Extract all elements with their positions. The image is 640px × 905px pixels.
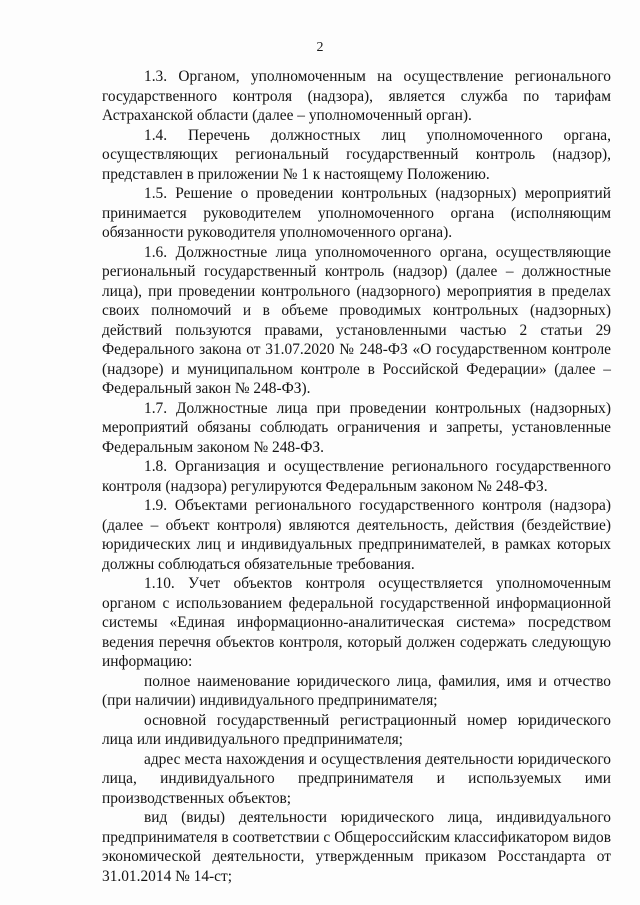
list-item-activity-type: вид (виды) деятельности юридического лица, индивидуального предпринимателя в соответствии с Общероссийским классификатором видов экономической деятельности, утвержденным приказом Росстандарта от 31.01.2014 № 14-ст; bbox=[102, 809, 611, 885]
list-item-address: адрес места нахождения и осуществления деятельности юридического лица, индивидуального предпринимателя и используемых ими производственных объектов; bbox=[102, 750, 611, 807]
paragraph-1-5: 1.5. Решение о проведении контрольных (надзорных) мероприятий принимается руководителем уполномоченного органа (исполняющим обязанности руководителя уполномоченного органа). bbox=[102, 185, 611, 241]
list-item-full-name: полное наименование юридического лица, фамилия, имя и отчество (при наличии) индивидуального предпринимателя; bbox=[102, 672, 611, 709]
paragraph-1-9: 1.9. Объектами регионального государственного контроля (надзора) (далее – объект контроля) являются деятельность, действия (бездействие) юридических лиц и индивидуальных предпринимателей, в рамках которых должны соблюдаться обязательные требования. bbox=[102, 497, 611, 573]
list-item-ogrn: основной государственный регистрационный номер юридического лица или индивидуального предпринимателя; bbox=[102, 711, 611, 748]
paragraph-1-7: 1.7. Должностные лица при проведении контрольных (надзорных) мероприятий обязаны соблюдать ограничения и запреты, установленные Федеральным законом № 248-ФЗ. bbox=[102, 399, 611, 456]
page-number: 2 bbox=[316, 40, 324, 55]
paragraph-1-4: 1.4. Перечень должностных лиц уполномоченного органа, осуществляющих региональный государственный контроль (надзор), представлен в приложении № 1 к настоящему Положению. bbox=[102, 126, 611, 183]
paragraph-1-10: 1.10. Учет объектов контроля осуществляется уполномоченным органом с использованием федеральной государственной информационной системы «Единая информационно-аналитическая система» посредством ведения перечня объектов контроля, который должен содержать следующую информацию: bbox=[102, 575, 611, 670]
paragraph-1-6: 1.6. Должностные лица уполномоченного органа, осуществляющие региональный государственный контроль (надзор) (далее – должностные лица), при проведении контрольного (надзорного) мероприятия в пределах своих полномочий и в объеме проводимых контрольных (надзорных) действий пользуются правами, установленными частью 2 статьи 29 Федерального закона от 31.07.2020 № 248-ФЗ «О государственном контроле (надзоре) и муниципальном контроле в Российской Федерации» (далее – Федеральный закон № 248-ФЗ). bbox=[102, 243, 611, 397]
paragraph-1-8: 1.8. Организация и осуществление регионального государственного контроля (надзора) регулируются Федеральным законом № 248-ФЗ. bbox=[102, 458, 611, 495]
document-body bbox=[102, 67, 611, 886]
paragraph-1-3: 1.3. Органом, уполномоченным на осуществление регионального государственного контроля (надзора), является служба по тарифам Астраханской области (далее – уполномоченный орган). bbox=[102, 68, 611, 124]
